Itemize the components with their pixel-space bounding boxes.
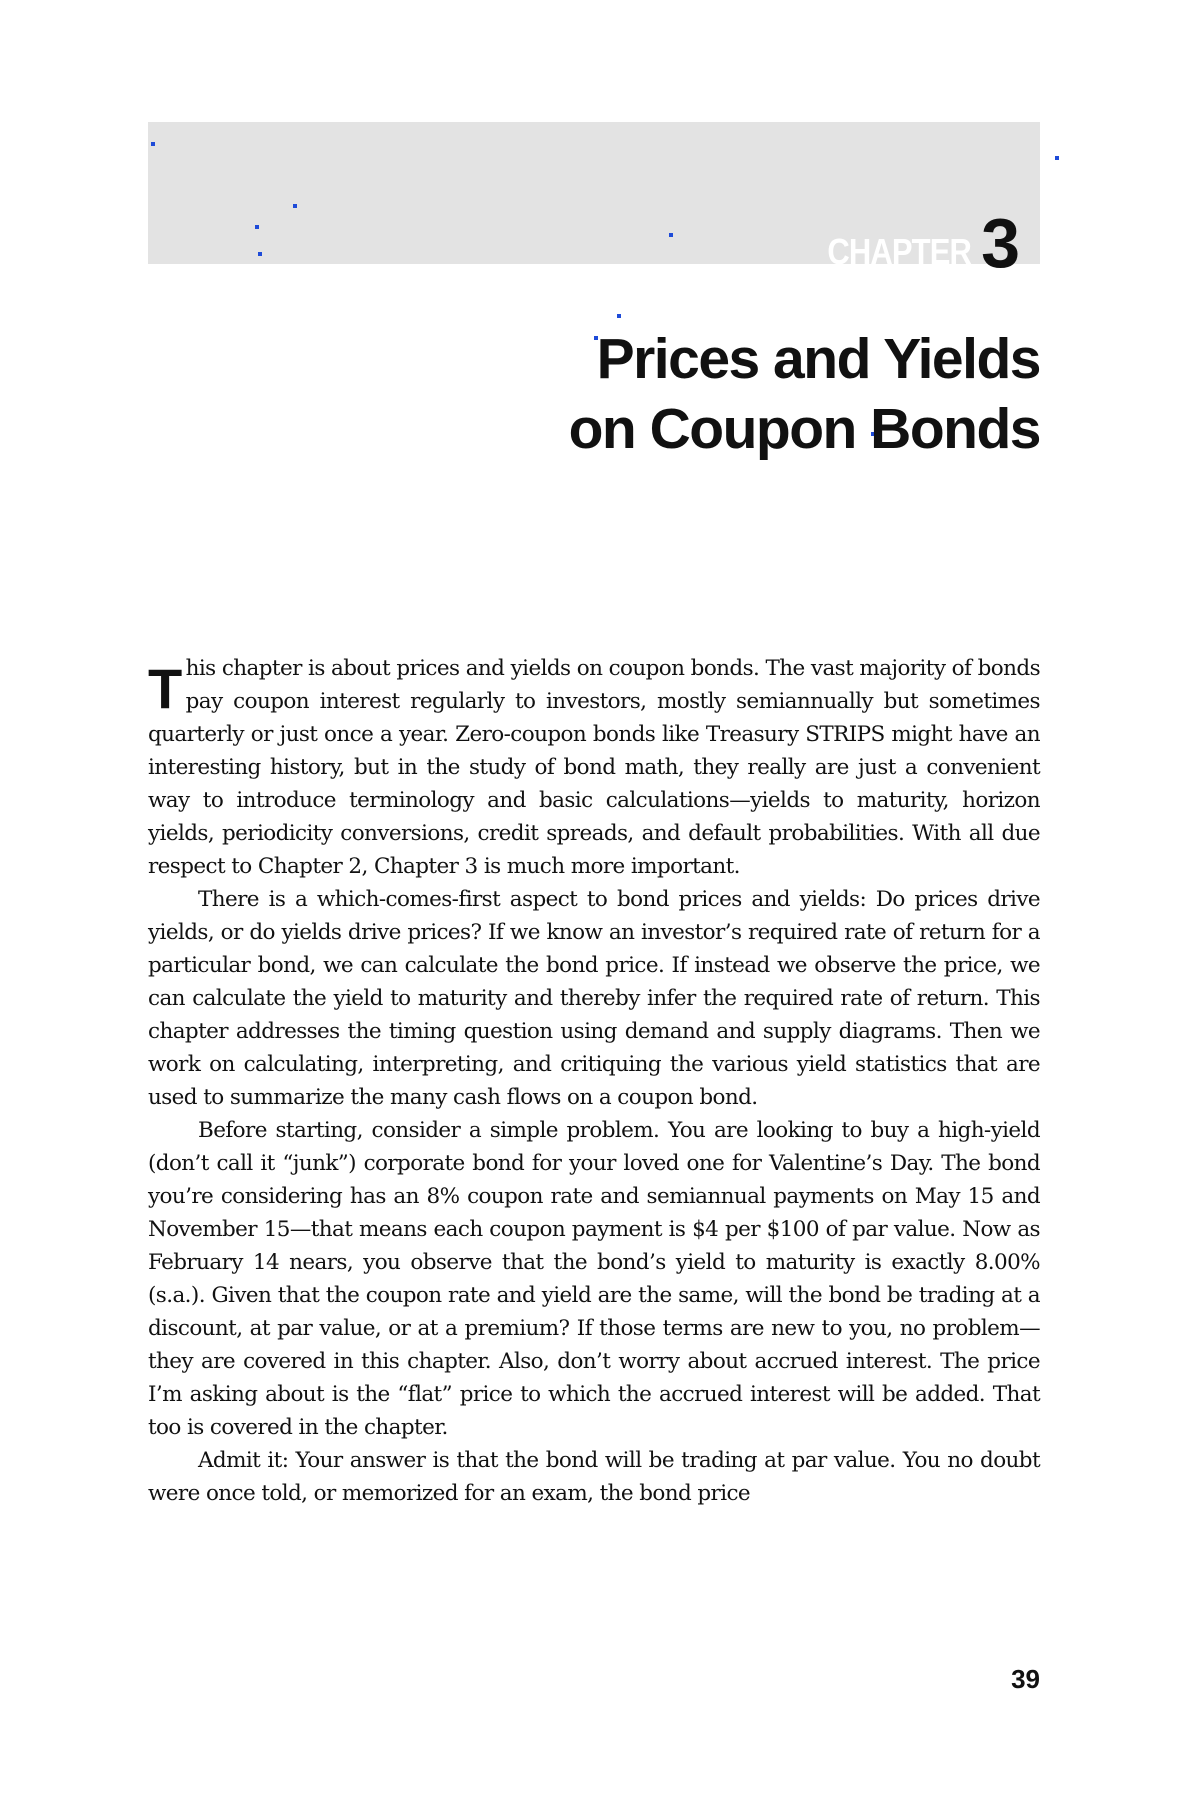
chapter-title-line-2: on Coupon Bonds (568, 397, 1040, 461)
scan-speck (293, 204, 297, 208)
scan-speck (617, 314, 621, 318)
scan-speck (1055, 156, 1059, 160)
scan-speck (669, 233, 673, 237)
scan-speck (151, 142, 155, 146)
scan-speck (255, 225, 259, 229)
paragraph-1-text: his chapter is about prices and yields on coupon bonds. The vast majority of bonds pay coupon interest regularly to investors, mostly semiannually but sometimes quarterly or just once a year. Zero-coupon bonds like Treasury STRIPS might have an interesting history, but in the study of bond math, they really are just a convenient way to introduce terminology and basic calculations—yields to maturity, horizon yields, periodicity conversions, credit spreads, and default probabilities. With all due respect to Chapter 2, Chapter 3 is much more important. (148, 656, 1040, 879)
chapter-number: 3 (981, 204, 1020, 282)
chapter-title (520, 324, 1040, 464)
paragraph-4: Admit it: Your answer is that the bond will be trading at par value. You no doubt were once told, or memorized for an exam, the bond price (148, 1448, 1040, 1506)
chapter-title-line-1: Prices and Yields (596, 327, 1040, 391)
scan-speck (258, 252, 262, 256)
paragraph-1 (148, 652, 1040, 883)
page-number: 39 (1011, 1664, 1040, 1694)
paragraph-2: There is a which-comes-first aspect to bond prices and yields: Do prices drive yields, or do yields drive prices? If we know an investor’s required rate of return for a particular bond, we can calculate the bond price. If instead we observe the price, we can calculate the yield to maturity and thereby infer the required rate of return. This chapter addresses the timing question using demand and supply diagrams. Then we work on calculating, interpreting, and critiquing the various yield statistics that are used to summarize the many cash flows on a coupon bond. (148, 887, 1040, 1110)
chapter-body (148, 652, 1040, 1510)
chapter-word: CHAPTER (827, 230, 972, 272)
chapter-label (804, 204, 1020, 282)
drop-cap: T (148, 657, 182, 720)
paragraph-3: Before starting, consider a simple problem. You are looking to buy a high-yield (don’t call it “junk”) corporate bond for your loved one for Valentine’s Day. The bond you’re considering has an 8% coupon rate and semiannual payments on May 15 and November 15—that means each coupon payment is $4 per $100 of par value. Now as February 14 nears, you observe that the bond’s yield to maturity is exactly 8.00% (s.a.). Given that the coupon rate and yield are the same, will the bond be trading at a discount, at par value, or at a premium? If those terms are new to you, no problem—they are covered in this chapter. Also, don’t worry about accrued interest. The price I’m asking about is the “flat” price to which the accrued interest will be added. That too is covered in the chapter. (148, 1118, 1040, 1440)
